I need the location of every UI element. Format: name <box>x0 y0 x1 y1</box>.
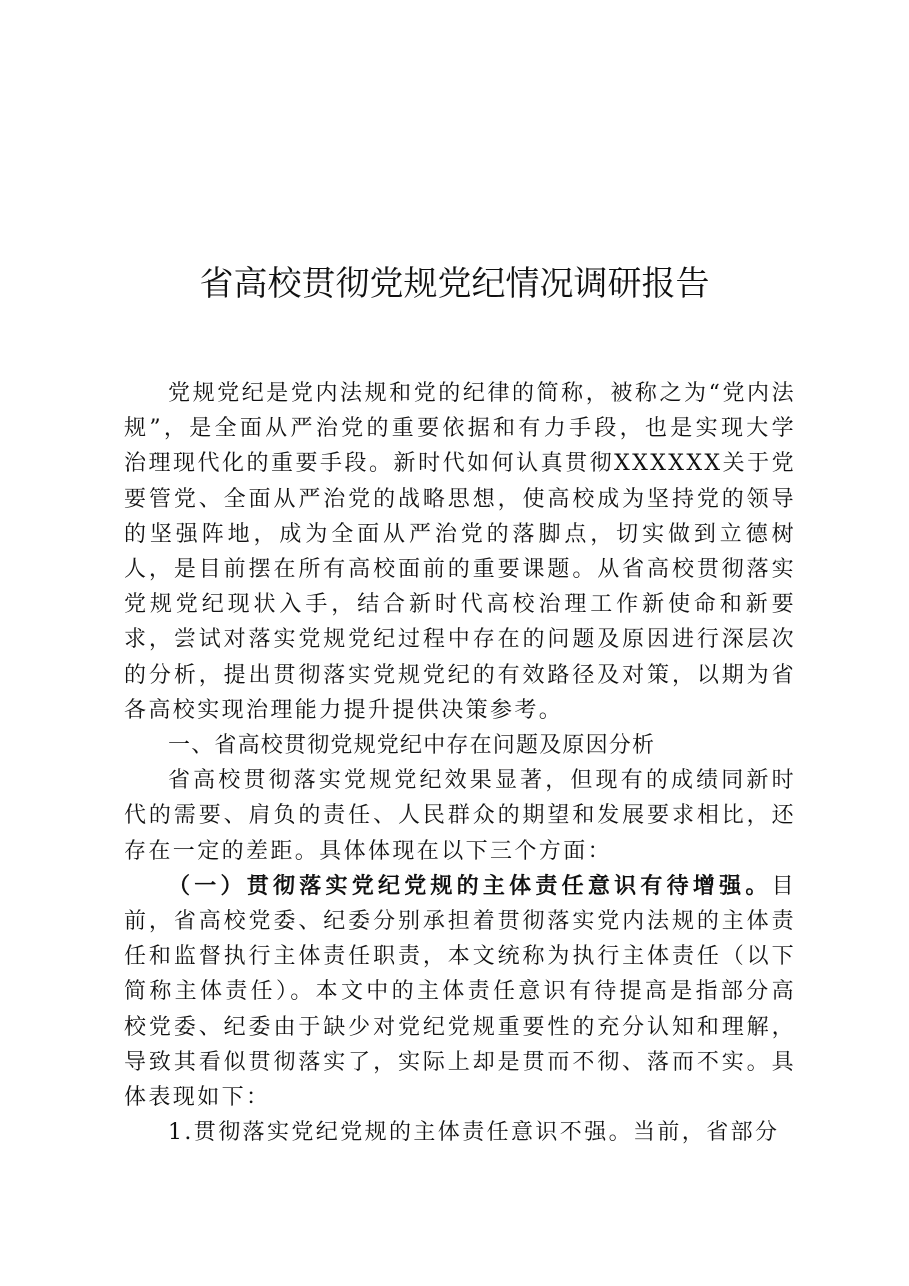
subsection-1-body: 目前，省高校党委、纪委分别承担着贯彻落实党内法规的主体责任和监督执行主体责任职责，本文统称为执行主体责任（以下简称主体责任）。本文中的主体责任意识有待提高是指部分高校党委、纪委由于缺少对党纪党规重要性的充分认知和理解，导致其看似贯彻落实了，实际上却是贯而不彻、落而不实。具体表现如下： <box>124 873 796 1111</box>
section-heading-1: 一、省高校贯彻党规党纪中存在问题及原因分析 <box>168 733 656 759</box>
subsection-heading-1: （一）贯彻落实党纪党规的主体责任意识有待增强。 <box>168 872 772 899</box>
document-title: 省高校贯彻党规党纪情况调研报告 <box>199 264 710 304</box>
document-body <box>124 376 796 1150</box>
subsection-1-paragraph <box>124 869 796 1115</box>
section-1-intro-paragraph: 省高校贯彻落实党规党纪效果显著，但现有的成绩同新时代的需要、肩负的责任、人民群众的期望和发展要求相比，还存在一定的差距。具体体现在以下三个方面： <box>124 768 796 864</box>
list-item-1: 1.贯彻落实党纪党规的主体责任意识不强。当前，省部分 <box>168 1120 780 1146</box>
intro-paragraph: 党规党纪是党内法规和党的纪律的简称，被称之为“党内法规”，是全面从严治党的重要依据和有力手段，也是实现大学治理现代化的重要手段。新时代如何认真贯彻XXXXXX关于党要管党、全面从严治党的战略思想，使高校成为坚持党的领导的坚强阵地，成为全面从严治党的落脚点，切实做到立德树人，是目前摆在所有高校面前的重要课题。从省高校贯彻落实党规党纪现状入手，结合新时代高校治理工作新使命和新要求，尝试对落实党规党纪过程中存在的问题及原因进行深层次的分析，提出贯彻落实党规党纪的有效路径及对策，以期为省各高校实现治理能力提升提供决策参考。 <box>124 381 796 723</box>
